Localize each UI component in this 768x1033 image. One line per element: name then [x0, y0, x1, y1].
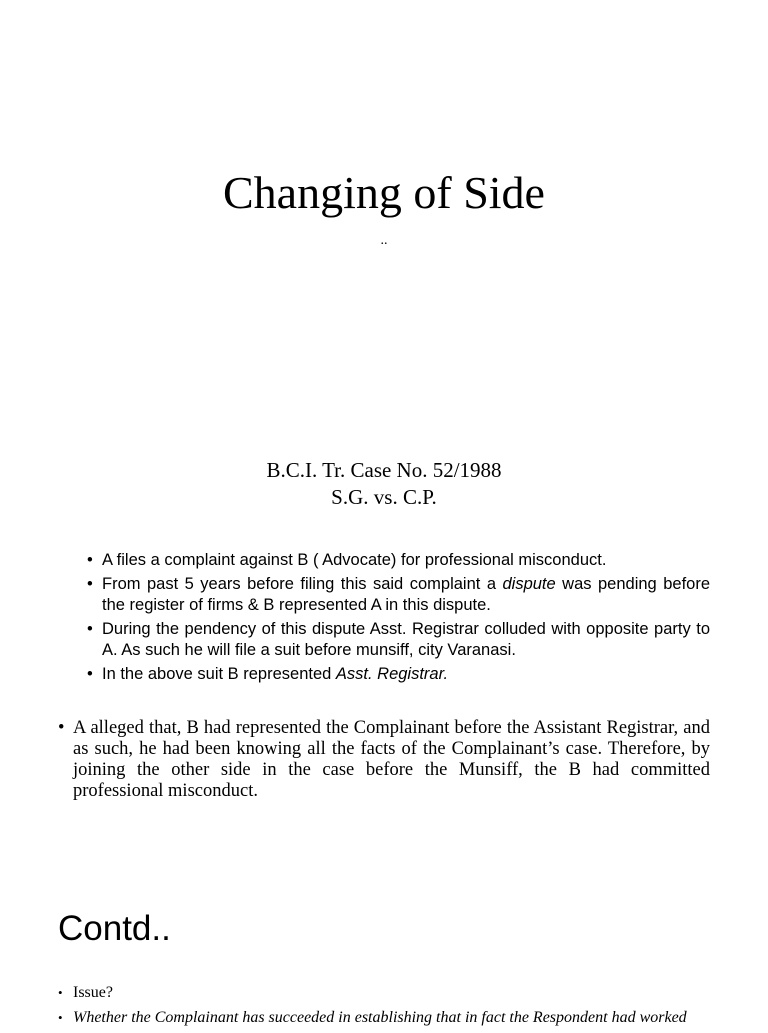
issue-item: • Whether the Complainant has succeeded in establishing that in fact the Respondent had worked: [56, 1008, 710, 1028]
list-item: [84, 574, 710, 616]
facts-list: [84, 550, 710, 688]
issue-item: • Issue?: [56, 983, 710, 1003]
case-header: [0, 457, 768, 511]
issues-list: [56, 983, 710, 1033]
list-item: [84, 550, 710, 571]
fact-emphasis: Asst. Registrar.: [335, 665, 449, 683]
fact-text: A files a complaint against B ( Advocate) for professional misconduct.: [102, 551, 607, 569]
list-item: [84, 619, 710, 661]
allegation-list: [56, 718, 710, 802]
case-parties: S.G. vs. C.P.: [331, 485, 437, 509]
list-item: [84, 664, 710, 685]
allegation-paragraph: • A alleged that, B had represented the Complainant before the Assistant Registrar, and as such, he had been knowing all the facts of the Complainant’s case. Therefore, by joining the other side in the case before the Munsiff, the B had committed professional misconduct.: [56, 718, 710, 802]
slide-subtitle: ..: [380, 233, 388, 248]
fact-emphasis: dispute: [502, 575, 556, 593]
fact-text-before: From past 5 years before filing this said complaint a: [102, 575, 503, 593]
fact-text-after: was pending before the register of firms & B represented A in this dispute.: [102, 575, 710, 614]
slide-title: Changing of Side: [223, 167, 545, 218]
contd-heading: Contd..: [58, 909, 171, 948]
fact-text-before: In the above suit B represented: [102, 665, 336, 683]
fact-text: During the pendency of this dispute Asst. Registrar colluded with opposite party to A. As such he will file a suit before munsiff, city Varanasi.: [102, 620, 710, 659]
case-number: B.C.I. Tr. Case No. 52/1988: [266, 458, 502, 482]
